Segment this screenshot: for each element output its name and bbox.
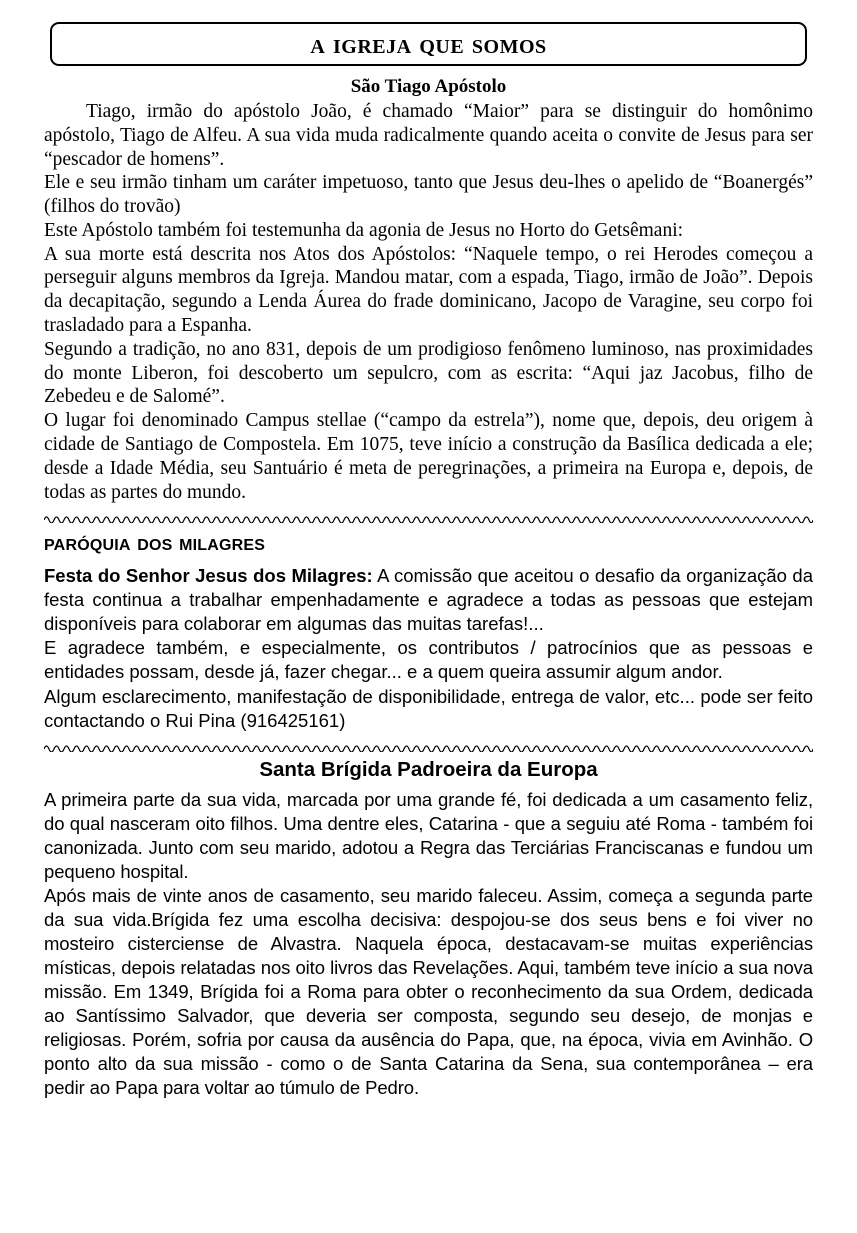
paragraph: Segundo a tradição, no ano 831, depois de um prodigioso fenômeno luminoso, nas proximidades do monte Liberon, foi descoberto um sepulcro, com as escrita: “Aqui jaz Jacobus, filho de Zebedeu e de Salomé”. xyxy=(44,338,813,408)
section-paroquia-dos-milagres xyxy=(44,529,813,732)
paragraph: Este Apóstolo também foi testemunha da agonia de Jesus no Horto do Getsêmani: xyxy=(44,219,684,241)
article-body-santa-brigida xyxy=(44,788,813,1101)
section-divider xyxy=(44,513,813,523)
section-heading: paróquia dos milagres xyxy=(44,529,266,556)
paragraph: Ele e seu irmão tinham um caráter impetuoso, tanto que Jesus deu-lhes o apelido de “Boanergés” (filhos do trovão) xyxy=(44,172,813,218)
festa-label: Festa do Senhor Jesus dos Milagres: xyxy=(44,565,373,587)
article-heading-santa-brigida: Santa Brígida Padroeira da Europa xyxy=(259,757,598,781)
paragraph: A sua morte está descrita nos Atos dos Apóstolos: “Naquele tempo, o rei Herodes começou a perseguir alguns membros da Igreja. Mandou matar, com a espada, Tiago, irmão de João”. Depois da decapitação, segundo a Lenda Áurea do frade dominicano, Jacopo de Varagine, seu corpo foi trasladado para a Espanha. xyxy=(44,243,813,337)
paragraph: Algum esclarecimento, manifestação de disponibilidade, entrega de valor, etc... pode ser feito contactando o Rui Pina (916425161) xyxy=(44,685,813,731)
paragraph: A primeira parte da sua vida, marcada por uma grande fé, foi dedicada a um casamento feliz, do qual nasceram oito filhos. Uma dentre eles, Catarina - que a seguiu até Roma - também foi canonizada. Junto com seu marido, adotou a Regra das Terciárias Franciscanas e fundou um pequeno hospital. xyxy=(44,788,813,882)
article-body-sao-tiago xyxy=(44,100,813,504)
paragraph: E agradece também, e especialmente, os contributos / patrocínios que as pessoas e entidades possam, desde já, fazer chegar... e a quem queira assumir algum andor. xyxy=(44,637,813,683)
article-sao-tiago xyxy=(44,76,813,504)
wavy-line-icon xyxy=(44,742,813,752)
article-santa-brigida xyxy=(44,758,813,1101)
paragraph-festa xyxy=(44,564,813,636)
paragraph: Tiago, irmão do apóstolo João, é chamado “Maior” para se distinguir do homônimo apóstolo, Tiago de Alfeu. A sua vida muda radicalmente quando aceita o convite de Jesus para ser “pescador de homens”. xyxy=(44,101,813,170)
masthead-banner xyxy=(50,22,807,66)
festa-text: A comissão que aceitou o desafio da organização da festa continua a trabalhar empenhadamente e agradece a todas as pessoas que estejam disponíveis para colaborar em algumas das muitas tarefas!... xyxy=(44,565,814,635)
paragraph: O lugar foi denominado Campus stellae (“campo da estrela”), nome que, depois, deu origem à cidade de Santiago de Compostela. Em 1075, teve início a construção da Basílica dedicada a ele; desde a Idade Média, seu Santuário é meta de peregrinações, a primeira na Europa e, depois, de todas as partes do mundo. xyxy=(44,410,813,503)
article-heading-sao-tiago: São Tiago Apóstolo xyxy=(350,76,507,97)
page-title: a igreja que somos xyxy=(310,27,547,60)
paragraph: Após mais de vinte anos de casamento, seu marido faleceu. Assim, começa a segunda parte da sua vida.Brígida fez uma escolha decisiva: despojou-se dos seus bens e foi viver no mosteiro cisterciense de Alvastra. Naquela época, destacavam-se muitas experiências místicas, depois relatadas nos oito livros das Revelações. Aqui, também teve início a sua nova missão. Em 1349, Brígida foi a Roma para obter o reconhecimento da sua Ordem, dedicada ao Santíssimo Salvador, que deveria ser composta, segundo seu desejo, de monjas e religiosas. Porém, sofria por causa da ausência do Papa, que, na época, vivia em Avinhão. O ponto alto da sua missão - como o de Santa Catarina da Sena, sua contemporânea – era pedir ao Papa para voltar ao túmulo de Pedro. xyxy=(44,884,813,1099)
wavy-line-icon xyxy=(44,513,813,523)
section-body-paroquia xyxy=(44,564,813,732)
section-divider xyxy=(44,742,813,752)
